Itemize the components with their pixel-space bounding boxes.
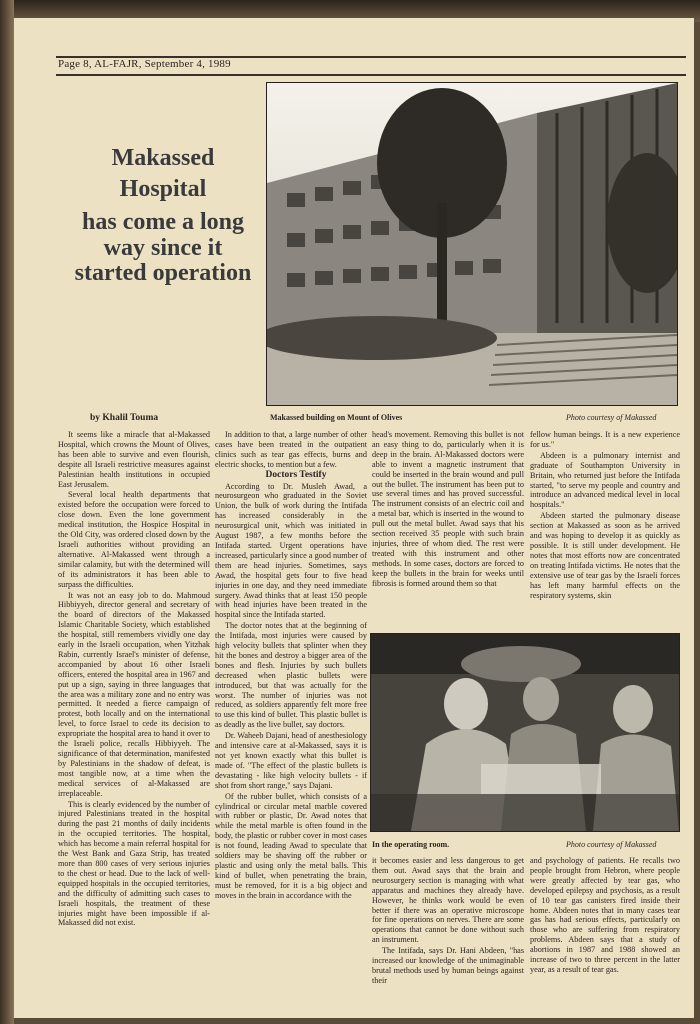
paragraph: This is clearly evidenced by the number of injured Palestinians treated in the hospital during the past 21 months of daily incidents in the occupied territories. The hospital, which has become a main referral hospital for the West Bank and Gaza Strip, has treated more than 800 cases of very serious injuries to the chest or head. Due to the lack of well-equipped hospitals in the occupied territories, and the difficulty of admitting such cases to Israeli hospitals, the treatment of these injuries might have been impossible if al-Makassed did not exist. [58, 799, 210, 928]
paragraph: fellow human beings. It is a new experience for us." [530, 430, 680, 449]
paragraph: it becomes easier and less dangerous to get them out. Awad says that the brain and neurosurgery section is managing with what apparatus and machines they already have. However, he thinks work would be even better if there was an operative microscope for fine operations on nerves. There are some operations that cannot be done without such an instrument. [372, 856, 524, 945]
paragraph: Abdeen is a pulmonary internist and graduate of Southampton University in Britain, who returned just before the Intifada started, "to serve my people and country and introduce an advanced medical level in local hospitals." [530, 450, 680, 510]
article-column-4-bottom [530, 856, 680, 1004]
scan-binding-edge [0, 0, 14, 1024]
paragraph: In addition to that, a large number of other cases have been treated in the outpatient clinics such as tear gas effects, burns and electric shocks, to mention but a few. [215, 430, 367, 469]
operating-room-photo [370, 633, 680, 832]
byline: by Khalil Touma [90, 413, 159, 423]
headline-line-1: Makassed [111, 145, 215, 171]
headline-line-3: has come a long [82, 209, 244, 236]
paragraph: The Intifada, says Dr. Hani Abdeen, "has increased our knowledge of the unimaginable brutal methods used by human beings against their [372, 946, 524, 985]
hospital-building-photo [266, 82, 678, 406]
article-column-1 [58, 430, 210, 1002]
paragraph: According to Dr. Musleh Awad, a neurosurgeon who graduated in the Soviet Union, the bulk of work during the Intifada has increased considerably in the neurosurgical unit, which was initiated in August 1987, a few months before the Intifada started. Urgent operations have increased, particularly since a good number of them are head injuries. Sometimes, says Awad, the hospital gets four to five head injuries in one day, and they need immediate surgery. Awad thinks that at least 150 people with head injuries have been treated in the hospital since the Intifada started. [215, 481, 367, 620]
top-rule [56, 56, 686, 58]
paragraph: head's movement. Removing this bullet is not an easy thing to do, particularly when it is deep in the brain. Al-Makassed doctors were able to invent a magnetic instrument that could be inserted in the brain wound and pull out the bullet. The instrument has been put to use several times and has proved successful. The instrument consists of an electric coil and a metal bar, which is inserted in the wound to pull out the metal bullet. Awad says that his section received 35 people with such brain injuries, three of whom died. The rest were treated with this instrument and other methods. In some cases, doctors are forced to keep the bullets in the brain for weeks until fibrosis is formed around them so that [372, 430, 524, 588]
paragraph: Abdeen started the pulmonary disease section at Makassed as soon as he arrived and was hoping to develop it as quickly as possible. It is still under development. He notes that most efforts now are concentrated on treating Intifada victims. He notes that the extensive use of tear gas by the Israeli forces has left many harmful effects on the respiratory systems, skin [530, 511, 680, 600]
folio-rule [56, 74, 686, 76]
photo2-credit: Photo courtesy of Makassed [566, 840, 657, 849]
paragraph: Dr. Waheeb Dajani, head of anesthesiology and intensive care at al-Makassed, says it is not yet known exactly what this bullet is made of. "The effect of the plastic bullets is devastating - like high velocity bullets - if shot from short range," says Dajani. [215, 731, 367, 790]
photo2-caption: In the operating room. [372, 840, 450, 849]
photo1-caption: Makassed building on Mount of Olives [270, 413, 403, 422]
paragraph: It seems like a miracle that al-Makassed Hospital, which crowns the Mount of Olives, has been able to survive and even flourish, despite all Israeli restrictive measures against Palestinian health institutions in occupied East Jerusalem. [58, 430, 210, 489]
headline-line-4: way since it [103, 234, 223, 261]
paragraph: and psychology of patients. He recalls two people brought from Hebron, where people were greatly affected by tear gas, who developed epilepsy and psychosis, as a result of 10 tear gas canisters fired inside their home. Abdeen notes that in many cases tear gas has had serious effects, particularly on those who are suffering from respiratory problems. Abdeen says that a study of abortions in 1987 and 1988 showed an increase of two to three percent in the latter year, as a result of tear gas. [530, 856, 680, 974]
article-column-3-top [372, 430, 524, 622]
headline-line-5: started operation [74, 259, 252, 286]
article-column-3-bottom [372, 856, 524, 1004]
paragraph: It was not an easy job to do. Mahmoud Hibbiyyeh, director general and secretary of the board of directors of the Makassed Islamic Charitable Society, which established the hospital, still remembers vividly one day early in the Israeli occupation, when Yitzhak Rabin, currently Israel's minister of defense, accompanied by about 16 other Israeli officers, entered the hospital area in 1967 and put up a sign, saying in three languages that the area was a military zone and no entry was permitted. It needed a fierce campaign of protest, both locally and on the international level, to force Israel to cede its decision to expropriate the hospital area to hand it over to the Israeli police, recalls Hibbiyyeh. The significance of that determination, manifested by Palestinians in the shadow of defeat, is most tangible now, at a time when the medical services of al-Makassed are irreplaceable. [58, 590, 210, 798]
headline-line-2: Hospital [119, 176, 207, 203]
newspaper-page [14, 18, 694, 1018]
page-folio: Page 8, AL-FAJR, September 4, 1989 [58, 58, 231, 70]
article-column-2 [215, 430, 367, 1002]
article-column-4-top [530, 430, 680, 622]
headline [58, 146, 268, 286]
photo1-credit: Photo courtesy of Makassed [566, 413, 657, 422]
paragraph: Of the rubber bullet, which consists of a cylindrical or circular metal marble covered with rubber or plastic, Dr. Awad notes that while the metal marble is often found in the body, the plastic or rubber cover in most cases is not found, leading Awad to speculate that soldiers may be shaving off the rubber or plastic and using only the metal balls. This kind of bullet, when penetrating the brain, must be removed, for it is a big object and moves in the brain in accordance with the [215, 791, 367, 900]
paragraph: Several local health departments that existed before the occupation were forced to close down. Even the lone government medical institution, the Hospice Hospital in the Old City, was ordered closed down by the Israeli authorities without providing an alternative. Al-Makassed went through a similar calamity, but with the determined will of its administrators it has been able to surpass the difficulties. [58, 490, 210, 589]
subhead-doctors-testify: Doctors Testify [265, 469, 327, 480]
paragraph: The doctor notes that at the beginning of the Intifada, most injuries were caused by high velocity bullets that splinter when they hit the bones and destroy a bigger area of the bones and flesh. Injuries by such bullets decreased when plastic bullets were introduced, but that was actually for the worst. The number of injuries was not reduced, as soldiers apparently felt more free to use this kind of bullet. This plastic bullet is as deadly as the live bullet, say doctors. [215, 621, 367, 730]
